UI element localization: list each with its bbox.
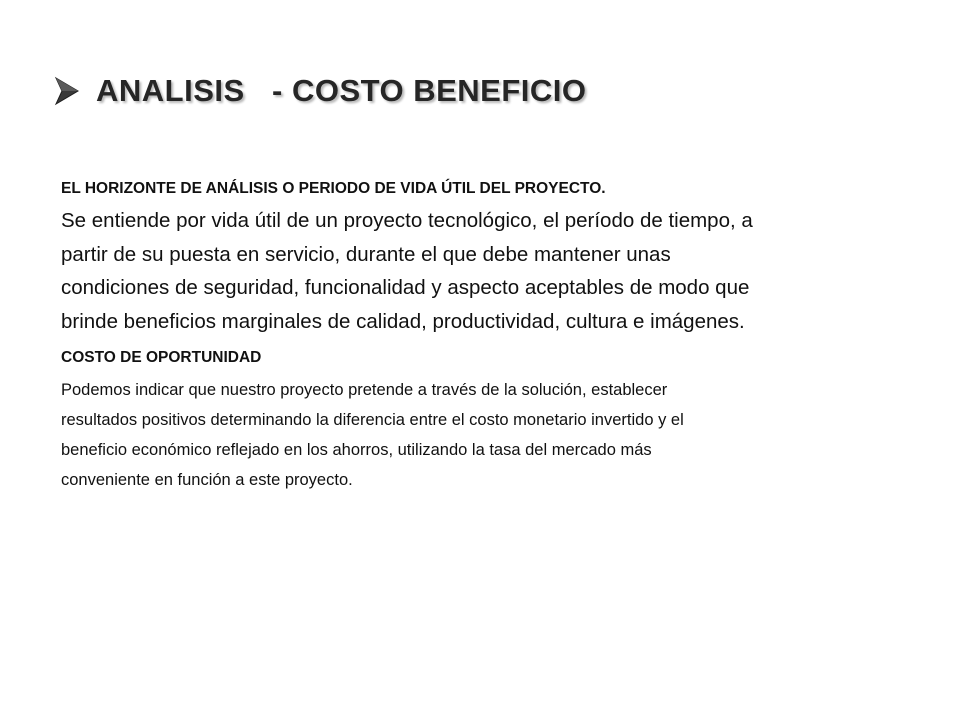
body-line: Podemos indicar que nuestro proyecto pretende a través de la solución, establecer — [61, 381, 668, 399]
slide-content — [61, 170, 911, 495]
body-line: partir de su puesta en servicio, durante el que debe mantener unas — [61, 242, 671, 266]
title-row — [52, 68, 587, 114]
body-line: beneficio económico reflejado en los ahorros, utilizando la tasa del mercado más — [61, 441, 652, 459]
slide-title: ANALISIS - COSTO BENEFICIO — [96, 73, 587, 108]
arrowhead-bullet-icon — [52, 73, 82, 109]
body-line: conveniente en función a este proyecto. — [61, 471, 353, 489]
body-line: Se entiende por vida útil de un proyecto tecnológico, el período de tiempo, a — [61, 209, 753, 232]
section-body-horizonte — [61, 204, 911, 338]
body-line: resultados positivos determinando la diferencia entre el costo monetario invertido y el — [61, 411, 684, 429]
body-line: brinde beneficios marginales de calidad, productividad, cultura e imágenes. — [61, 309, 745, 333]
section-heading-horizonte: EL HORIZONTE DE ANÁLISIS O PERIODO DE VIDA ÚTIL DEL PROYECTO. — [61, 180, 606, 197]
body-line: condiciones de seguridad, funcionalidad y aspecto aceptables de modo que — [61, 276, 750, 299]
section-heading-costo-oportunidad: COSTO DE OPORTUNIDAD — [61, 349, 262, 366]
section-body-costo-oportunidad — [61, 375, 911, 495]
